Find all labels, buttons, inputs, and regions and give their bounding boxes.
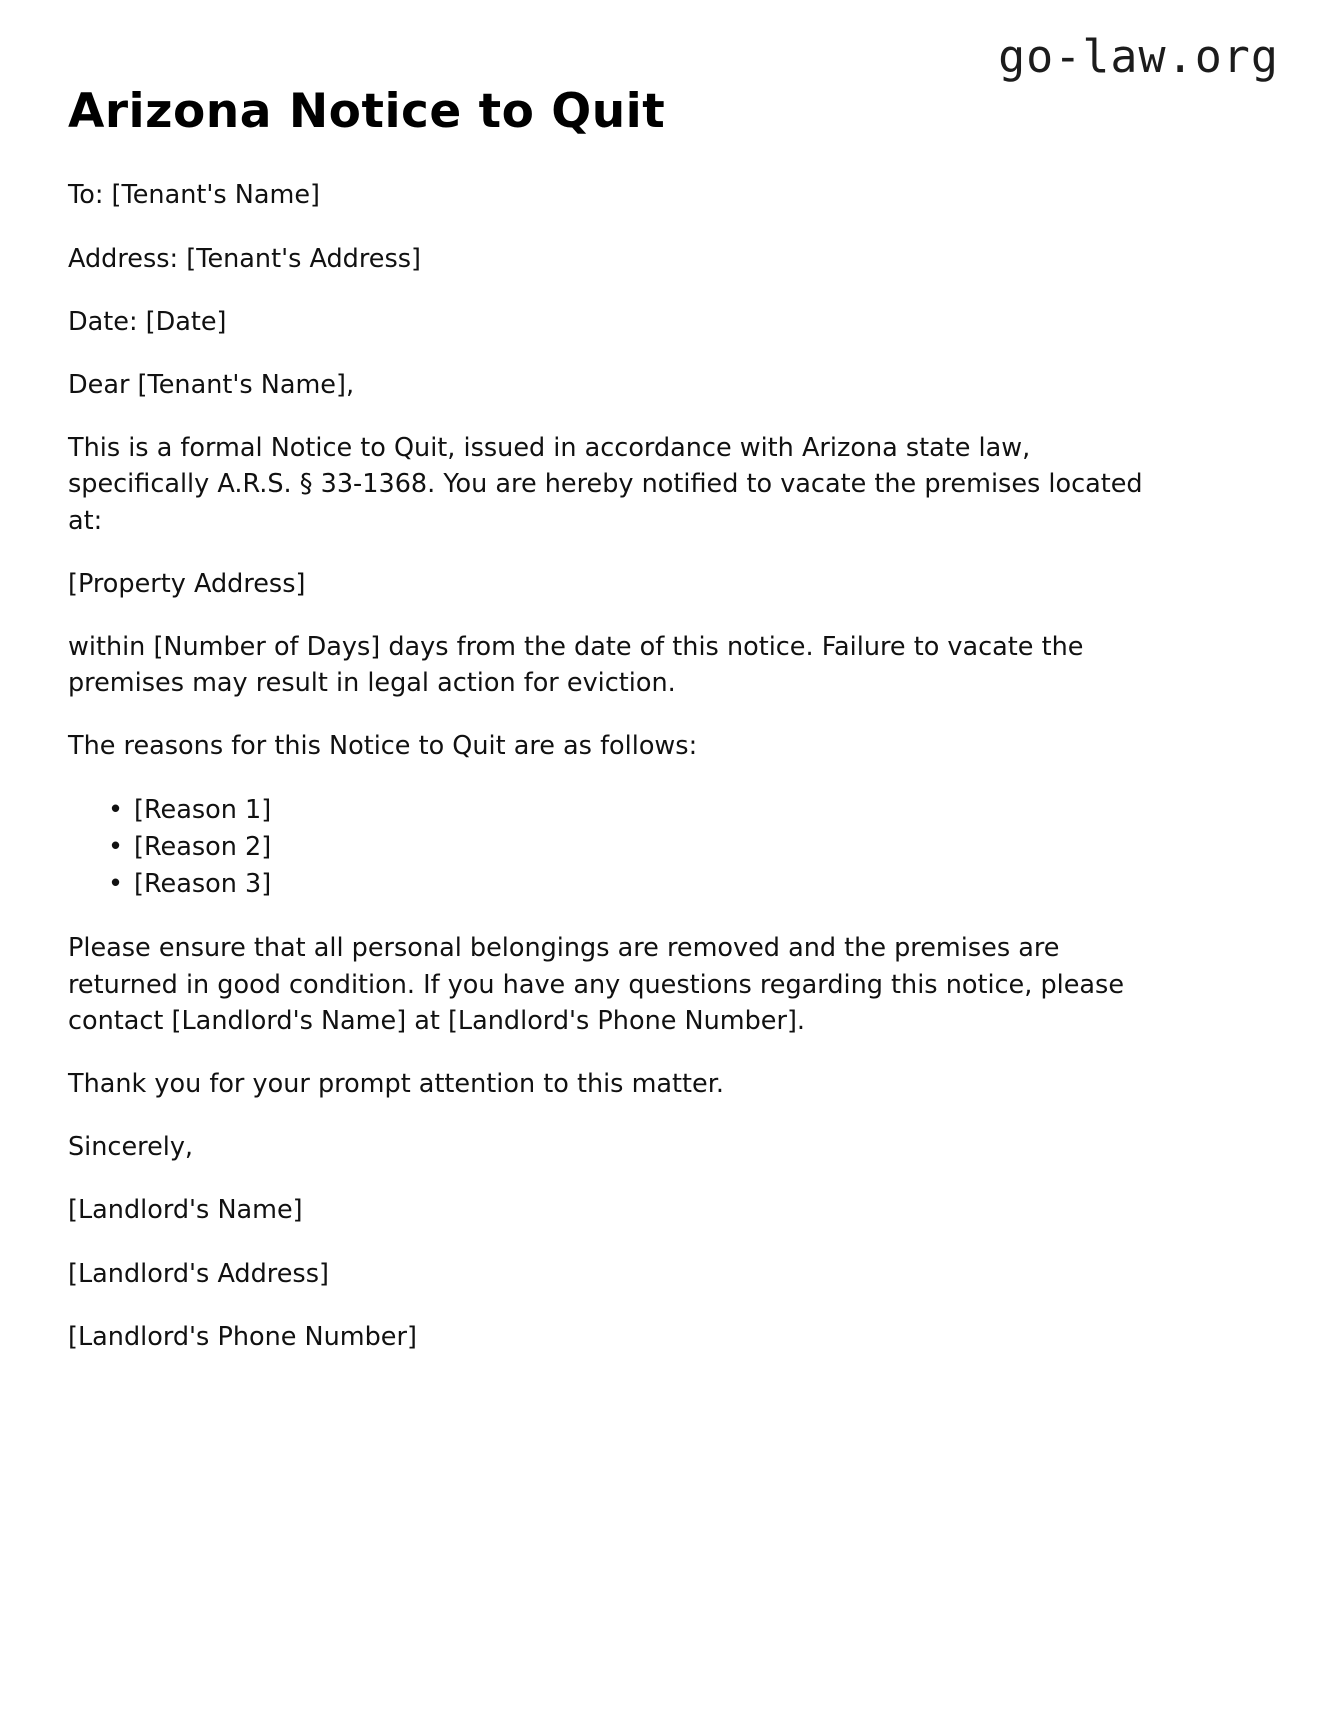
recipient-address-line: Address: [Tenant's Address]	[68, 243, 421, 274]
property-address-line: [Property Address]	[68, 568, 306, 599]
reasons-list	[68, 792, 1153, 904]
reasons-intro-line: The reasons for this Notice to Quit are as follows:	[68, 731, 698, 762]
list-item: • [Reason 1]	[134, 792, 1153, 829]
landlord-name-line: [Landlord's Name]	[68, 1195, 303, 1226]
salutation-line: Dear [Tenant's Name],	[68, 370, 355, 401]
notice-date-line: Date: [Date]	[68, 306, 227, 337]
intro-paragraph: This is a formal Notice to Quit, issued in accordance with Arizona state law, specifically A.R.S. § 33-1368. You are hereby notified to vacate the premises located at:	[68, 433, 1143, 536]
list-item: • [Reason 3]	[134, 866, 1153, 903]
vacate-deadline-paragraph: within [Number of Days] days from the date of this notice. Failure to vacate the premises may result in legal action for eviction.	[68, 632, 1084, 699]
site-watermark: go-law.org	[998, 30, 1279, 83]
list-item: • [Reason 2]	[134, 829, 1153, 866]
belongings-paragraph: Please ensure that all personal belongings are removed and the premises are returned in good condition. If you have any questions regarding this notice, please contact [Landlord's Name] at [Landlord's Phone Number].	[68, 933, 1125, 1036]
recipient-name-line: To: [Tenant's Name]	[68, 180, 320, 211]
document-body	[68, 84, 1153, 1382]
landlord-address-line: [Landlord's Address]	[68, 1258, 329, 1289]
landlord-phone-line: [Landlord's Phone Number]	[68, 1321, 417, 1352]
page-title: Arizona Notice to Quit	[68, 84, 666, 139]
closing-line: Sincerely,	[68, 1132, 194, 1163]
thanks-paragraph: Thank you for your prompt attention to this matter.	[68, 1068, 724, 1099]
